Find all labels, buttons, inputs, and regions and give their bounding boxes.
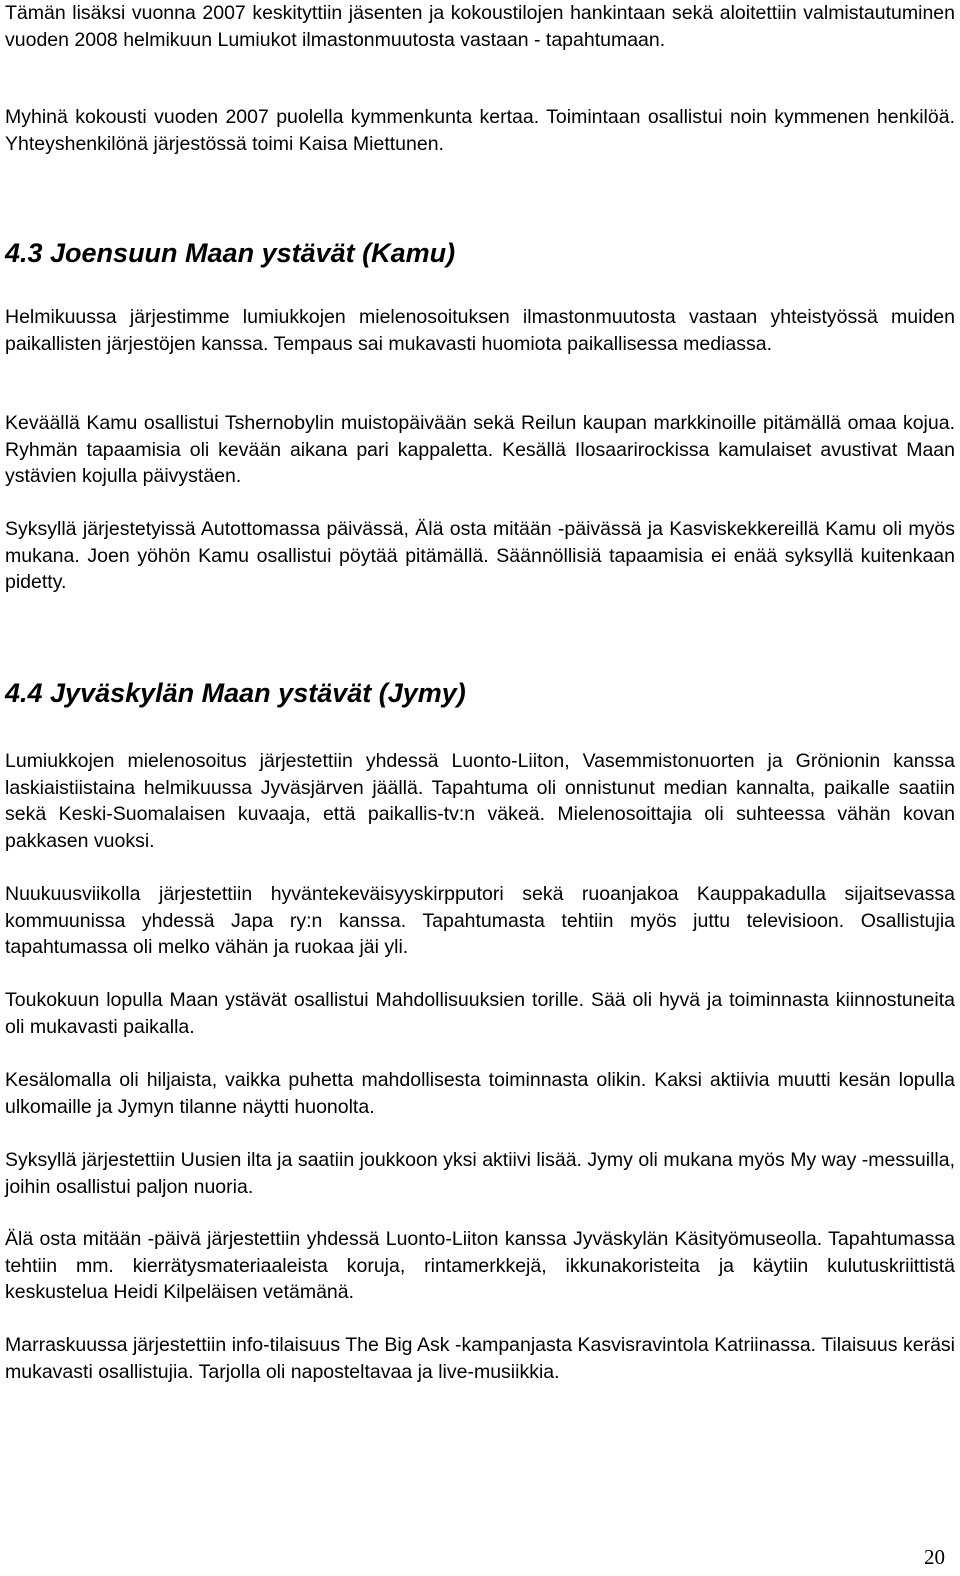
paragraph: Älä osta mitään -päivä järjestettiin yhdessä Luonto-Liiton kanssa Jyväskylän Käsityömuseolla. Tapahtumassa tehtiin mm. kierrätysmateriaaleista koruja, rintamerkkejä, ikkunakoristeita ja käytiin kulutuskriittistä keskustelua Heidi Kilpeläisen vetämänä.	[5, 1228, 955, 1304]
section-heading: 4.3 Joensuun Maan ystävät (Kamu)	[5, 238, 456, 268]
paragraph: Tämän lisäksi vuonna 2007 keskityttiin jäsenten ja kokoustilojen hankintaan sekä aloitettiin valmistautuminen vuoden 2008 helmikuun Lumiukot ilmastonmuutosta vastaan - tapahtumaan.	[5, 2, 955, 51]
page-number: 20	[924, 1545, 945, 1569]
paragraph: Syksyllä järjestetyissä Autottomassa päivässä, Älä osta mitään -päivässä ja Kasviskekkereillä Kamu oli myös mukana. Joen yöhön Kamu osallistui pöytää pitämällä. Säännöllisiä tapaamisia ei enää syksyllä kuitenkaan pidetty.	[5, 518, 955, 594]
paragraph: Lumiukkojen mielenosoitus järjestettiin yhdessä Luonto-Liiton, Vasemmistonuorten ja Grönionin kanssa laskiaistiistaina helmikuussa Jyväsjärven jäällä. Tapahtuma oli onnistunut median kannalta, paikalle saatiin sekä Keski-Suomalaisen kuvaaja, että paikallis-tv:n väkeä. Mielenosoittajia oli suhteessa vähän kovan pakkasen vuoksi.	[5, 750, 955, 852]
paragraph: Kesälomalla oli hiljaista, vaikka puhetta mahdollisesta toiminnasta olikin. Kaksi aktiivia muutti kesän lopulla ulkomaille ja Jymyn tilanne näytti huonolta.	[5, 1069, 955, 1118]
paragraph: Toukokuun lopulla Maan ystävät osallistui Mahdollisuuksien torille. Sää oli hyvä ja toiminnasta kiinnostuneita oli mukavasti paikalla.	[5, 989, 955, 1038]
section-heading: 4.4 Jyväskylän Maan ystävät (Jymy)	[5, 678, 466, 708]
paragraph: Keväällä Kamu osallistui Tshernobylin muistopäivään sekä Reilun kaupan markkinoille pitämällä omaa kojua. Ryhmän tapaamisia oli kevään aikana pari kappaletta. Kesällä Ilosaarirockissa kamulaiset avustivat Maan ystävien kojulla päivystäen.	[5, 412, 955, 488]
paragraph: Syksyllä järjestettiin Uusien ilta ja saatiin joukkoon yksi aktiivi lisää. Jymy oli mukana myös My way -messuilla, joihin osallistui paljon nuoria.	[5, 1149, 955, 1198]
paragraph: Myhinä kokousti vuoden 2007 puolella kymmenkunta kertaa. Toimintaan osallistui noin kymmenen henkilöä. Yhteyshenkilönä järjestössä toimi Kaisa Miettunen.	[5, 106, 955, 155]
paragraph: Marraskuussa järjestettiin info-tilaisuus The Big Ask -kampanjasta Kasvisravintola Katriinassa. Tilaisuus keräsi mukavasti osallistujia. Tarjolla oli naposteltavaa ja live-musiikkia.	[5, 1334, 955, 1383]
paragraph: Nuukuusviikolla järjestettiin hyväntekeväisyyskirpputori sekä ruoanjakoa Kauppakadulla sijaitsevassa kommuunissa yhdessä Japa ry:n kanssa. Tapahtumasta tehtiin myös juttu televisioon. Osallistujia tapahtumassa oli melko vähän ja ruokaa jäi yli.	[5, 883, 955, 959]
paragraph: Helmikuussa järjestimme lumiukkojen mielenosoituksen ilmastonmuutosta vastaan yhteistyössä muiden paikallisten järjestöjen kanssa. Tempaus sai mukavasti huomiota paikallisessa mediassa.	[5, 306, 955, 355]
